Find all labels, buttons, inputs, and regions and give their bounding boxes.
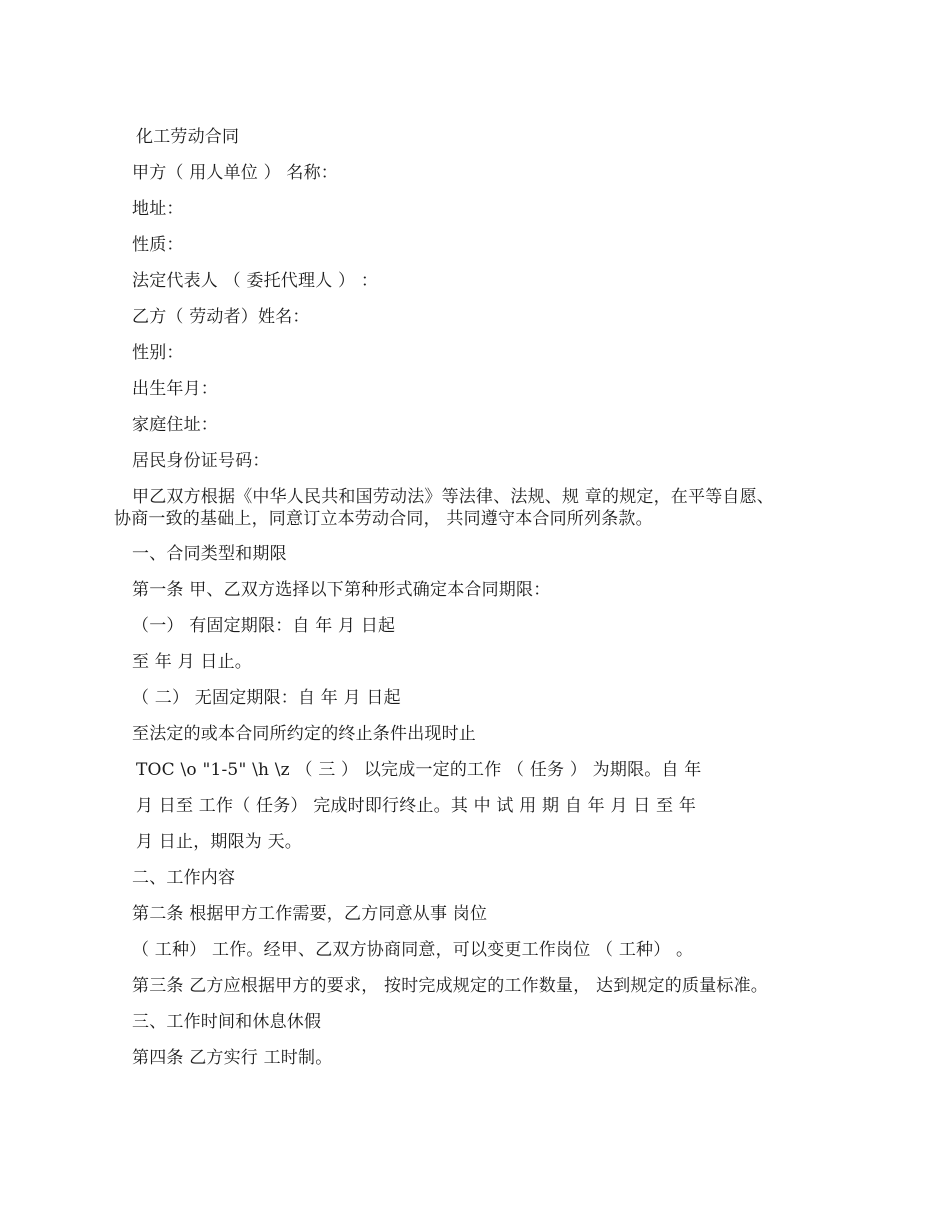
open-term-end-line: 至法定的或本合同所约定的终止条件出现时止: [132, 724, 476, 744]
section-heading-3: 三、工作时间和休息休假: [132, 1012, 322, 1032]
fixed-term-line: （一） 有固定期限：自 年 月 日起: [132, 616, 396, 636]
article-2-line-2: （ 工种） 工作。经甲、乙双方协商同意，可以变更工作岗位 （ 工种） 。: [132, 940, 694, 960]
party-b-birth-line: 出生年月：: [132, 379, 218, 399]
party-b-address-line: 家庭住址：: [132, 415, 218, 435]
preamble-line-1: 甲乙双方根据《中华人民共和国劳动法》等法律、法规、规 章的规定，在平等自愿、: [132, 487, 775, 507]
party-b-id-line: 居民身份证号码：: [132, 451, 270, 471]
section-heading-1: 一、合同类型和期限: [132, 544, 287, 564]
legal-representative-line: 法定代表人 （ 委托代理人 ） ：: [132, 271, 379, 291]
document-title: 化工劳动合同: [136, 127, 240, 147]
open-term-line: （ 二） 无固定期限：自 年 月 日起: [132, 688, 401, 708]
task-term-line-3: 月 日止，期限为 天。: [136, 832, 303, 852]
article-2-line-1: 第二条 根据甲方工作需要，乙方同意从事 岗位: [132, 904, 488, 924]
article-3-line: 第三条 乙方应根据甲方的要求， 按时完成规定的工作数量， 达到规定的质量标准。: [132, 976, 769, 996]
fixed-term-end-line: 至 年 月 日止。: [132, 652, 253, 672]
party-b-gender-line: 性别：: [132, 343, 184, 363]
party-a-name-line: 甲方（ 用人单位 ） 名称：: [132, 163, 339, 183]
preamble-line-2: 协商一致的基础上，同意订立本劳动合同， 共同遵守本合同所列条款。: [114, 509, 653, 529]
party-a-address-line: 地址：: [132, 199, 184, 219]
task-term-line-1: TOC \o "1-5" \h \z （ 三 ） 以完成一定的工作 （ 任务 ） 为期限。自 年: [136, 760, 702, 780]
article-4-line: 第四条 乙方实行 工时制。: [132, 1048, 333, 1068]
party-a-nature-line: 性质：: [132, 235, 184, 255]
article-1-line: 第一条 甲、乙双方选择以下第种形式确定本合同期限：: [132, 580, 551, 600]
section-heading-2: 二、工作内容: [132, 868, 236, 888]
party-b-name-line: 乙方（ 劳动者）姓名：: [132, 307, 310, 327]
task-term-line-2: 月 日至 工作（ 任务） 完成时即行终止。其 中 试 用 期 自 年 月 日 至 年: [136, 796, 697, 816]
